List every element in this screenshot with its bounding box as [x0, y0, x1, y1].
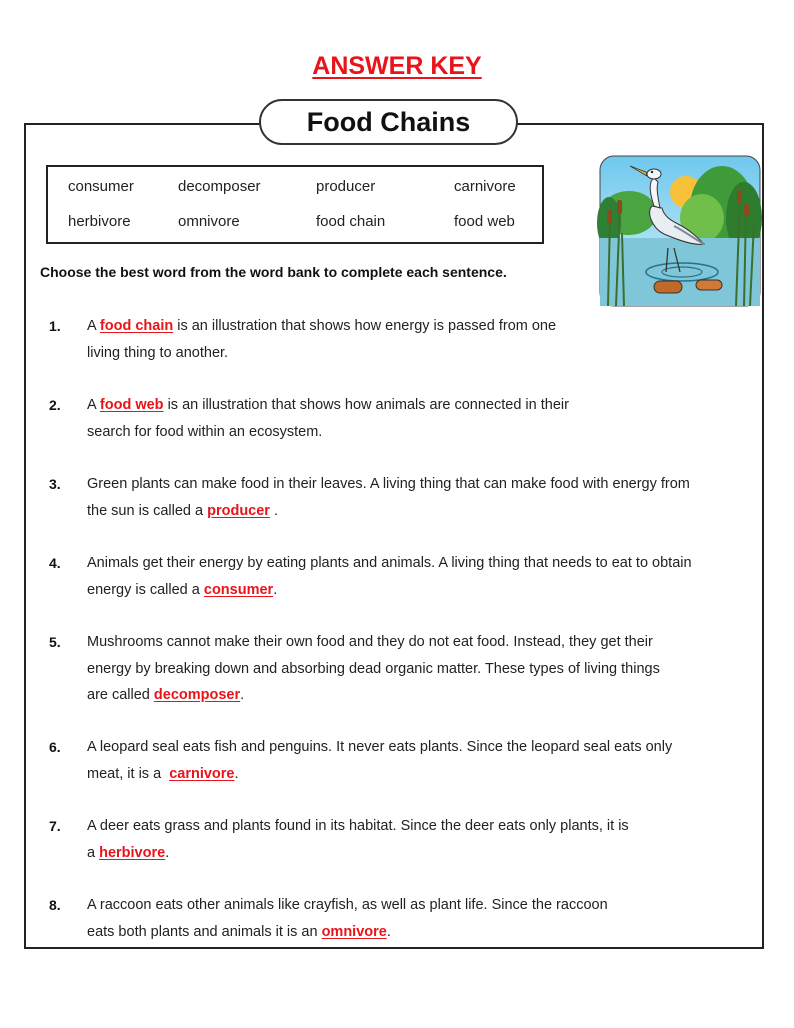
question-number: 1.: [49, 318, 61, 334]
heron-pond-illustration: [594, 148, 764, 308]
answer-text: food web: [99, 397, 164, 413]
question-number: 7.: [49, 818, 61, 834]
word-bank-item: food chain: [316, 213, 386, 230]
question-number: 4.: [49, 555, 61, 571]
word-bank-item: decomposer: [178, 178, 261, 195]
word-bank-item: carnivore: [454, 178, 516, 195]
word-bank-item: omnivore: [178, 213, 240, 230]
question-line: Animals get their energy by eating plants and animals. A living thing that needs to eat to obtain: [87, 555, 692, 571]
question-line: A food chain is an illustration that shows how energy is passed from one: [87, 318, 557, 334]
worksheet-title: Food Chains: [259, 99, 518, 145]
question-line: A deer eats grass and plants found in its habitat. Since the deer eats only plants, it is: [87, 818, 629, 834]
word-bank-item: consumer: [68, 178, 134, 195]
question-number: 6.: [49, 739, 61, 755]
question-line: eats both plants and animals it is an omnivore.: [87, 924, 391, 940]
question-line: A raccoon eats other animals like crayfish, as well as plant life. Since the raccoon: [87, 897, 608, 913]
answer-text: omnivore: [321, 924, 387, 940]
answer-text: decomposer: [153, 687, 241, 703]
word-bank: [46, 165, 544, 244]
question-number: 2.: [49, 397, 61, 413]
question-line: the sun is called a producer .: [87, 503, 279, 519]
word-bank-item: producer: [316, 178, 376, 195]
question-line: living thing to another.: [87, 345, 229, 361]
question-line: energy is called a consumer.: [87, 582, 278, 598]
answer-text: carnivore: [169, 766, 235, 782]
question-line: are called decomposer.: [87, 687, 245, 703]
question-line: meat, it is a carnivore.: [87, 766, 239, 782]
question-number: 5.: [49, 634, 61, 650]
question-line: a herbivore.: [87, 845, 170, 861]
question-line: A food web is an illustration that shows how animals are connected in their: [87, 397, 569, 413]
answer-text: consumer: [203, 582, 274, 598]
question-line: Mushrooms cannot make their own food and they do not eat food. Instead, they get their: [87, 634, 653, 650]
answer-text: herbivore: [99, 845, 166, 861]
question-line: search for food within an ecosystem.: [87, 424, 323, 440]
answer-text: producer: [207, 503, 270, 519]
question-number: 8.: [49, 897, 61, 913]
question-line: energy by breaking down and absorbing dead organic matter. These types of living things: [87, 661, 660, 677]
question-line: Green plants can make food in their leaves. A living thing that can make food with energy from: [87, 476, 690, 492]
question-line: A leopard seal eats fish and penguins. It never eats plants. Since the leopard seal eats only: [87, 739, 673, 755]
instruction-text: Choose the best word from the word bank to complete each sentence.: [40, 264, 507, 280]
word-bank-item: herbivore: [68, 213, 131, 230]
question-number: 3.: [49, 476, 61, 492]
answer-text: food chain: [99, 318, 174, 334]
word-bank-item: food web: [454, 213, 515, 230]
answer-key-heading: ANSWER KEY: [312, 52, 482, 80]
